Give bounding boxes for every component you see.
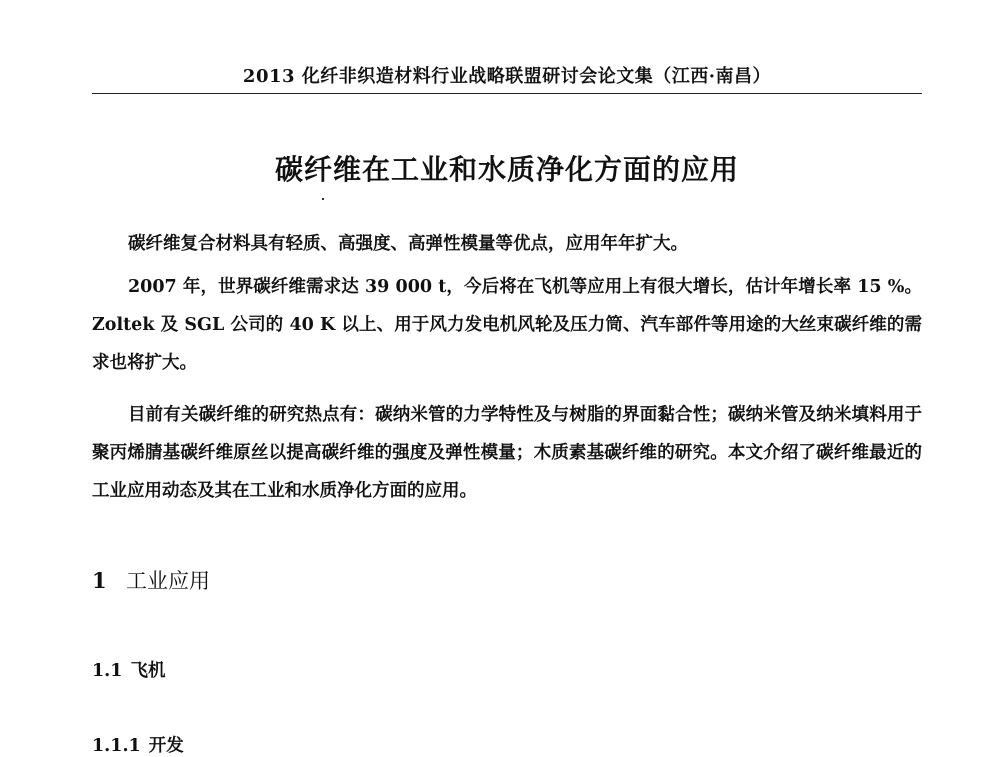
paragraph-3: 目前有关碳纤维的研究热点有：碳纳米管的力学特性及与树脂的界面黏合性；碳纳米管及纳米填料用于聚丙烯腈基碳纤维原丝以提高碳纤维的强度及弹性模量；木质素基碳纤维的研究。本文介绍了碳纤维最近的工业应用动态及其在工业和水质净化方面的应用。 [92, 405, 922, 501]
running-header: 2013 化纤非织造材料行业战略联盟研讨会论文集（江西·南昌） [242, 66, 772, 87]
subsection-number: 1.1 [92, 661, 123, 681]
section-heading-1 [92, 565, 210, 595]
section-number: 1 [92, 568, 107, 593]
subsection-title: 飞机 [130, 661, 166, 681]
header-rule [92, 93, 922, 94]
subsubsection-heading-1-1-1 [92, 732, 184, 757]
section-title: 工业应用 [126, 569, 210, 593]
paper-title: 碳纤维在工业和水质净化方面的应用 [274, 153, 739, 186]
subsection-heading-1-1 [92, 657, 165, 682]
subsubsection-number: 1.1.1 [92, 736, 141, 756]
stray-mark [322, 198, 324, 200]
paragraph-1: 碳纤维复合材料具有轻质、高强度、高弹性模量等优点，应用年年扩大。 [128, 234, 688, 254]
subsubsection-title: 开发 [148, 736, 184, 756]
paragraph-2: 2007 年，世界碳纤维需求达 39 000 t，今后将在飞机等应用上有很大增长，估计年增长率 15 %。Zoltek 及 SGL 公司的 40 K 以上、用于风力发电机风轮及压力筒、汽车部件等用途的大丝束碳纤维的需求也将扩大。 [92, 277, 922, 373]
